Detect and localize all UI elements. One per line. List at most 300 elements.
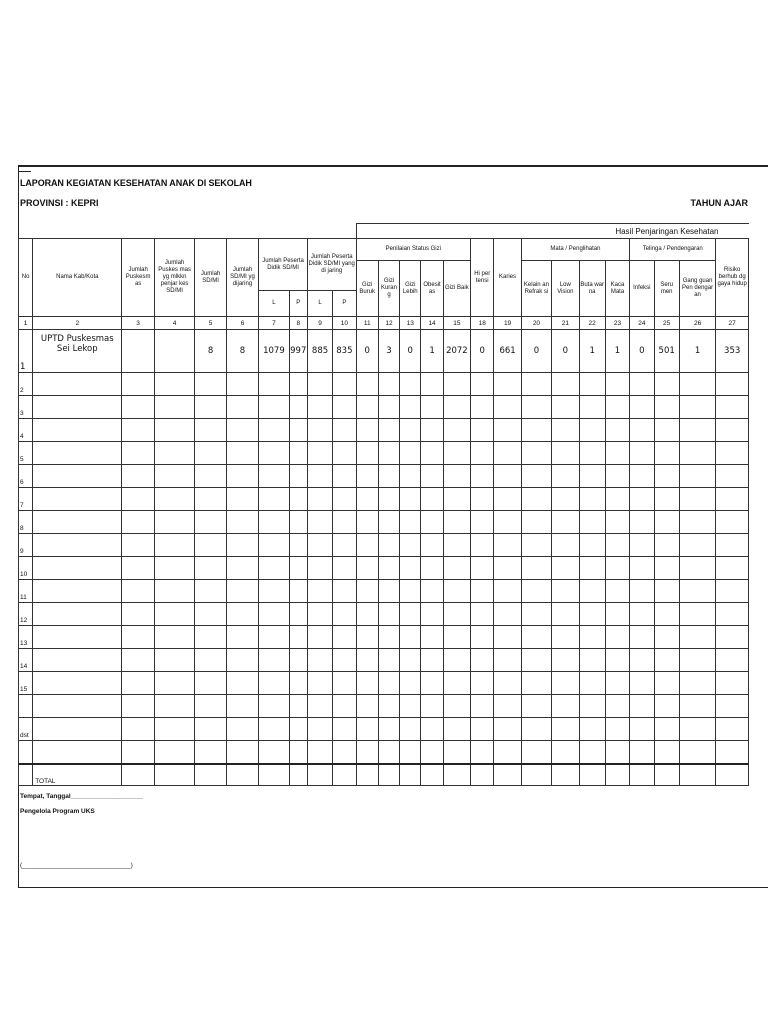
- table-cell: [421, 442, 443, 465]
- table-cell: [307, 580, 332, 603]
- table-cell: [154, 626, 195, 649]
- table-cell: [471, 442, 494, 465]
- row-number: dst: [19, 718, 33, 741]
- table-row: [19, 488, 749, 511]
- table-cell: [552, 580, 579, 603]
- table-cell: [154, 396, 195, 419]
- table-cell: [154, 649, 195, 672]
- table-cell: [378, 672, 399, 695]
- table-cell: [289, 695, 307, 718]
- table-cell: [471, 741, 494, 765]
- row-number: 3: [19, 396, 33, 419]
- table-cell: [552, 741, 579, 765]
- table-cell: [471, 603, 494, 626]
- table-cell: [716, 649, 749, 672]
- table-cell: [679, 442, 715, 465]
- table-cell: [226, 511, 258, 534]
- table-cell: [154, 534, 195, 557]
- table-cell: [716, 442, 749, 465]
- table-cell: [443, 718, 470, 741]
- cell-screened-l: 885: [307, 330, 332, 373]
- col-header-screened-l: L: [307, 291, 332, 317]
- col-header-refraction: Kelain an Refrak si: [521, 261, 551, 317]
- table-cell: [471, 534, 494, 557]
- table-cell: [122, 741, 154, 765]
- table-cell: [679, 488, 715, 511]
- table-cell: [521, 419, 551, 442]
- table-cell: [289, 396, 307, 419]
- table-cell: [630, 718, 654, 741]
- table-cell: [679, 511, 715, 534]
- table-cell: [579, 511, 605, 534]
- table-cell: [356, 626, 378, 649]
- table-cell: [654, 442, 679, 465]
- table-cell: [356, 511, 378, 534]
- col-header-students-screened: Jumlah Peserta Didik SD/MI yang di jaring: [307, 239, 356, 291]
- table-cell: [226, 603, 258, 626]
- table-cell: [154, 488, 195, 511]
- table-cell: [494, 419, 521, 442]
- table-cell: [654, 396, 679, 419]
- col-header-glasses: Kaca Mata: [605, 261, 629, 317]
- table-cell: [33, 741, 122, 765]
- column-number: 8: [289, 317, 307, 330]
- table-cell: [226, 442, 258, 465]
- table-cell: [400, 557, 421, 580]
- table-cell: [716, 718, 749, 741]
- row-number: 15: [19, 672, 33, 695]
- row-number: 2: [19, 373, 33, 396]
- table-cell: [400, 396, 421, 419]
- table-cell: [378, 465, 399, 488]
- table-cell: [307, 557, 332, 580]
- table-cell: [679, 465, 715, 488]
- table-cell: [307, 741, 332, 765]
- table-cell: [579, 465, 605, 488]
- table-cell: [521, 718, 551, 741]
- column-number: 18: [471, 317, 494, 330]
- column-number: 15: [443, 317, 470, 330]
- table-cell: [122, 557, 154, 580]
- column-number: 19: [494, 317, 521, 330]
- table-cell: [307, 718, 332, 741]
- table-cell: [122, 442, 154, 465]
- table-cell: [605, 603, 629, 626]
- table-cell: [400, 695, 421, 718]
- table-cell: [226, 649, 258, 672]
- table-cell: [552, 603, 579, 626]
- table-cell: [378, 626, 399, 649]
- cell-refraction: 0: [521, 330, 551, 373]
- table-cell: [307, 626, 332, 649]
- table-cell: [154, 373, 195, 396]
- table-cell: [400, 511, 421, 534]
- table-cell: [605, 465, 629, 488]
- column-number: 24: [630, 317, 654, 330]
- col-header-gizi-baik: Gizi Baik: [443, 261, 470, 317]
- table-cell: [333, 534, 356, 557]
- col-header-students-l: L: [259, 291, 289, 317]
- table-cell: [195, 442, 226, 465]
- table-cell: [333, 557, 356, 580]
- table-cell: [443, 580, 470, 603]
- table-cell: [122, 396, 154, 419]
- table-cell: [154, 695, 195, 718]
- table-cell: [356, 603, 378, 626]
- table-cell: [494, 580, 521, 603]
- table-cell: [122, 695, 154, 718]
- table-cell: [33, 557, 122, 580]
- table-cell: [471, 373, 494, 396]
- table-cell: [494, 649, 521, 672]
- table-cell: [259, 626, 289, 649]
- table-cell: [378, 718, 399, 741]
- table-cell: [421, 373, 443, 396]
- table-cell: [378, 373, 399, 396]
- table-cell: [154, 672, 195, 695]
- table-cell: [33, 603, 122, 626]
- table-cell: [654, 672, 679, 695]
- table-cell: [716, 373, 749, 396]
- table-cell: [122, 718, 154, 741]
- col-header-low-vision: Low Vision: [552, 261, 579, 317]
- table-cell: [654, 580, 679, 603]
- table-cell: [421, 419, 443, 442]
- column-number: 2: [33, 317, 122, 330]
- table-cell: [471, 511, 494, 534]
- table-cell: [552, 626, 579, 649]
- table-cell: [307, 419, 332, 442]
- table-cell: [289, 419, 307, 442]
- table-cell: [400, 626, 421, 649]
- cell-gizi-buruk: 0: [356, 330, 378, 373]
- table-cell: [356, 534, 378, 557]
- table-cell: [226, 626, 258, 649]
- table-cell: [552, 465, 579, 488]
- cell-caries: 661: [494, 330, 521, 373]
- column-number: 21: [552, 317, 579, 330]
- table-cell: [552, 557, 579, 580]
- table-cell: [400, 603, 421, 626]
- table-cell: [400, 488, 421, 511]
- table-cell: [716, 396, 749, 419]
- table-cell: [605, 442, 629, 465]
- school-year-label: TAHUN AJAR: [690, 198, 748, 208]
- table-cell: [630, 534, 654, 557]
- cell-infection: 0: [630, 330, 654, 373]
- table-cell: [654, 373, 679, 396]
- table-cell: [289, 511, 307, 534]
- table-cell: [378, 695, 399, 718]
- table-cell: [605, 534, 629, 557]
- col-header-students: Jumlah Peserta Didik SD/MI: [259, 239, 308, 291]
- table-cell: [356, 580, 378, 603]
- table-cell: [226, 580, 258, 603]
- table-cell: [471, 419, 494, 442]
- table-cell: [716, 534, 749, 557]
- table-row: [19, 741, 749, 765]
- table-cell: [521, 442, 551, 465]
- table-cell: [579, 488, 605, 511]
- table-cell: [471, 626, 494, 649]
- table-cell: [154, 419, 195, 442]
- table-cell: [679, 649, 715, 672]
- column-number: 7: [259, 317, 289, 330]
- table-cell: [378, 580, 399, 603]
- column-number: 23: [605, 317, 629, 330]
- table-cell: [471, 695, 494, 718]
- table-cell: [154, 442, 195, 465]
- cell-gizi-kurang: 3: [378, 330, 399, 373]
- table-cell: [195, 741, 226, 765]
- table-cell: [226, 373, 258, 396]
- table-cell: [226, 695, 258, 718]
- table-cell: [421, 534, 443, 557]
- column-number: 27: [716, 317, 749, 330]
- table-cell: [33, 649, 122, 672]
- table-cell: [605, 511, 629, 534]
- table-cell: [289, 580, 307, 603]
- table-cell: [378, 511, 399, 534]
- table-cell: [679, 580, 715, 603]
- table-cell: [122, 419, 154, 442]
- table-row: [19, 396, 749, 419]
- table-cell: [679, 396, 715, 419]
- table-cell: [421, 396, 443, 419]
- table-cell: [630, 580, 654, 603]
- table-cell: [471, 465, 494, 488]
- facility-name: UPTD Puskesmas Sei Lekop: [33, 330, 122, 373]
- table-cell: [33, 442, 122, 465]
- table-cell: [630, 649, 654, 672]
- table-cell: [307, 442, 332, 465]
- table-cell: [356, 649, 378, 672]
- table-row: [19, 419, 749, 442]
- table-cell: [679, 557, 715, 580]
- table-cell: [494, 534, 521, 557]
- table-cell: [579, 396, 605, 419]
- table-cell: [421, 695, 443, 718]
- table-cell: [494, 511, 521, 534]
- table-cell: [226, 534, 258, 557]
- table-cell: [289, 741, 307, 765]
- table-cell: [33, 580, 122, 603]
- column-number: 25: [654, 317, 679, 330]
- table-cell: [679, 741, 715, 765]
- cell-low-vision: 0: [552, 330, 579, 373]
- table-cell: [378, 603, 399, 626]
- table-cell: [630, 626, 654, 649]
- row-number: 7: [19, 488, 33, 511]
- table-cell: [471, 580, 494, 603]
- table-row: [19, 695, 749, 718]
- table-cell: [579, 557, 605, 580]
- table-cell: [605, 557, 629, 580]
- col-header-ears: Telinga / Pendengaran: [630, 239, 716, 261]
- table-cell: [289, 557, 307, 580]
- table-cell: [195, 511, 226, 534]
- table-cell: [579, 672, 605, 695]
- table-cell: [378, 419, 399, 442]
- table-cell: [307, 511, 332, 534]
- col-header-schools: Jumlah SD/MI: [195, 239, 226, 317]
- table-row: [19, 557, 749, 580]
- table-cell: [579, 419, 605, 442]
- table-cell: [494, 603, 521, 626]
- table-cell: [154, 603, 195, 626]
- table-cell: [579, 718, 605, 741]
- table-cell: [421, 718, 443, 741]
- table-cell: [579, 373, 605, 396]
- table-cell: [494, 741, 521, 765]
- table-cell: [552, 396, 579, 419]
- table-cell: [307, 649, 332, 672]
- cell-obesitas: 1: [421, 330, 443, 373]
- table-cell: [400, 649, 421, 672]
- table-cell: [630, 557, 654, 580]
- table-cell: [443, 626, 470, 649]
- table-cell: [521, 465, 551, 488]
- table-cell: [552, 488, 579, 511]
- table-cell: [122, 488, 154, 511]
- table-row: [19, 603, 749, 626]
- table-cell: [378, 557, 399, 580]
- table-cell: [226, 557, 258, 580]
- table-cell: [378, 488, 399, 511]
- table-cell: [679, 534, 715, 557]
- column-number-row: [19, 317, 749, 330]
- table-cell: [521, 626, 551, 649]
- table-cell: [259, 741, 289, 765]
- table-cell: [716, 511, 749, 534]
- table-cell: [630, 442, 654, 465]
- table-cell: [654, 741, 679, 765]
- row-number: 14: [19, 649, 33, 672]
- table-cell: [521, 396, 551, 419]
- table-cell: [521, 695, 551, 718]
- table-cell: [356, 442, 378, 465]
- col-header-puskesmas: Jumlah Puskesm as: [122, 239, 154, 317]
- table-cell: [471, 488, 494, 511]
- table-cell: [605, 580, 629, 603]
- table-cell: [716, 580, 749, 603]
- table-cell: [259, 718, 289, 741]
- table-cell: [552, 718, 579, 741]
- table-cell: [421, 557, 443, 580]
- row-number: [19, 741, 33, 765]
- col-header-infection: Infeksi: [630, 261, 654, 317]
- table-cell: [195, 626, 226, 649]
- table-cell: [33, 488, 122, 511]
- table-cell: [716, 626, 749, 649]
- col-header-schools-screened: Jumlah SD/MI yg dijaring: [226, 239, 258, 317]
- table-cell: [333, 672, 356, 695]
- col-header-gizi-buruk: Gizi Buruk: [356, 261, 378, 317]
- table-cell: [654, 649, 679, 672]
- col-header-screened-p: P: [333, 291, 356, 317]
- table-cell: [333, 695, 356, 718]
- table-cell: [579, 534, 605, 557]
- table-cell: [494, 465, 521, 488]
- table-cell: [421, 626, 443, 649]
- table-cell: [654, 534, 679, 557]
- table-cell: [579, 580, 605, 603]
- table-cell: [654, 419, 679, 442]
- table-cell: [33, 396, 122, 419]
- table-row: [19, 330, 749, 373]
- program-manager-label: Pengelola Program UKS: [20, 808, 95, 815]
- table-cell: [307, 396, 332, 419]
- table-cell: [716, 695, 749, 718]
- table-row: [19, 580, 749, 603]
- table-cell: [195, 396, 226, 419]
- table-cell: [552, 511, 579, 534]
- table-cell: [356, 465, 378, 488]
- row-number: 12: [19, 603, 33, 626]
- table-cell: [378, 534, 399, 557]
- table-cell: [630, 373, 654, 396]
- table-cell: [333, 442, 356, 465]
- table-cell: [471, 718, 494, 741]
- table-cell: [289, 488, 307, 511]
- cell-hearing-disorder: 1: [679, 330, 715, 373]
- table-cell: [289, 672, 307, 695]
- table-cell: [471, 672, 494, 695]
- table-cell: [289, 603, 307, 626]
- table-cell: [579, 626, 605, 649]
- table-cell: [494, 488, 521, 511]
- table-cell: [33, 419, 122, 442]
- table-cell: [259, 396, 289, 419]
- table-cell: [605, 419, 629, 442]
- table-cell: [630, 511, 654, 534]
- col-header-eyes: Mata / Penglihatan: [521, 239, 629, 261]
- table-cell: [356, 718, 378, 741]
- table-cell: [521, 672, 551, 695]
- table-cell: [443, 695, 470, 718]
- table-cell: [679, 373, 715, 396]
- table-cell: [579, 603, 605, 626]
- table-cell: [679, 672, 715, 695]
- table-cell: [307, 672, 332, 695]
- table-cell: [400, 672, 421, 695]
- cell-cerumen: 501: [654, 330, 679, 373]
- column-number: 11: [356, 317, 378, 330]
- table-cell: [400, 419, 421, 442]
- table-cell: [333, 580, 356, 603]
- table-cell: [605, 396, 629, 419]
- table-cell: [552, 373, 579, 396]
- table-cell: [494, 396, 521, 419]
- table-cell: [122, 649, 154, 672]
- table-cell: [154, 741, 195, 765]
- table-cell: [289, 373, 307, 396]
- table-cell: [421, 672, 443, 695]
- table-cell: [400, 580, 421, 603]
- col-header-name: Nama Kab/Kota: [33, 239, 122, 317]
- table-cell: [443, 419, 470, 442]
- table-cell: [400, 718, 421, 741]
- table-cell: [289, 626, 307, 649]
- table-cell: [378, 741, 399, 765]
- column-number: 20: [521, 317, 551, 330]
- table-cell: [195, 672, 226, 695]
- table-cell: [195, 419, 226, 442]
- table-cell: [421, 488, 443, 511]
- table-cell: [552, 442, 579, 465]
- table-cell: [307, 695, 332, 718]
- cell-students-l: 1079: [259, 330, 289, 373]
